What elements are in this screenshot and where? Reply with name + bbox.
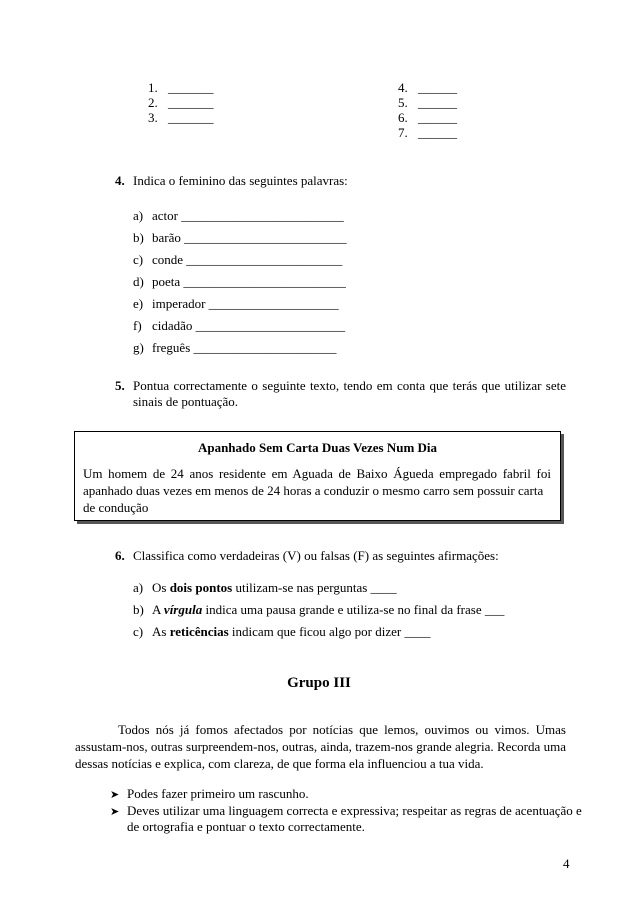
item-letter: e) xyxy=(133,296,144,311)
question-number: 6. xyxy=(115,548,125,563)
paragraph-line: dessas notícias e explica, com clareza, de que forma ela influenciou a tua vida. xyxy=(75,756,484,771)
item-text: barão _________________________ xyxy=(152,230,347,245)
item-letter: b) xyxy=(133,230,144,245)
list-number: 6. xyxy=(398,110,408,125)
question-number: 5. xyxy=(115,378,125,393)
item-letter: c) xyxy=(133,624,144,639)
paragraph-line: Todos nós já fomos afectados por notícias que lemos, ouvimos ou vimos. Umas xyxy=(118,722,566,737)
item-letter: b) xyxy=(133,602,144,617)
list-number: 7. xyxy=(398,125,408,140)
list-number: 5. xyxy=(398,95,408,110)
item-letter: a) xyxy=(133,208,144,223)
blank-line: ______ xyxy=(418,80,457,95)
question-text: Pontua correctamente o seguinte texto, tendo em conta que terás que utilizar sete xyxy=(133,378,566,393)
bullet-text: Podes fazer primeiro um rascunho. xyxy=(127,786,309,801)
statement-text: A vírgula indica uma pausa grande e utiliza-se no final da frase ___ xyxy=(152,602,505,617)
question-number: 4. xyxy=(115,173,125,188)
question-text: Indica o feminino das seguintes palavras: xyxy=(133,173,348,188)
item-text: cidadão _______________________ xyxy=(152,318,346,333)
news-line: Um homem de 24 anos residente em Aguada de Baixo Águeda empregado fabril foi xyxy=(83,466,551,481)
bullet-text: Deves utilizar uma linguagem correcta e expressiva; respeitar as regras de acentuação e xyxy=(127,803,582,818)
item-letter: a) xyxy=(133,580,144,595)
statement-text: Os dois pontos utilizam-se nas perguntas ____ xyxy=(152,580,397,595)
news-line: apanhado duas vezes em menos de 24 horas a conduzir o mesmo carro sem possuir carta xyxy=(83,483,544,498)
section-heading: Grupo III xyxy=(287,675,351,691)
paragraph-line: assustam-nos, outras surpreendem-nos, outras, ainda, trazem-nos grande alegria. Recorda uma xyxy=(75,739,566,754)
list-number: 4. xyxy=(398,80,408,95)
blank-line: _______ xyxy=(168,110,214,125)
item-letter: f) xyxy=(133,318,142,333)
blank-line: ______ xyxy=(418,95,457,110)
item-letter: c) xyxy=(133,252,144,267)
item-letter: d) xyxy=(133,274,144,289)
item-letter: g) xyxy=(133,340,144,355)
list-number: 3. xyxy=(148,110,158,125)
blank-line: ______ xyxy=(418,125,457,140)
item-text: imperador ____________________ xyxy=(152,296,339,311)
item-text: actor _________________________ xyxy=(152,208,344,223)
page-number: 4 xyxy=(563,856,570,871)
blank-line: _______ xyxy=(168,80,214,95)
statement-text: As reticências indicam que ficou algo por dizer ____ xyxy=(152,624,431,639)
item-text: poeta _________________________ xyxy=(152,274,346,289)
blank-line: _______ xyxy=(168,95,214,110)
list-number: 2. xyxy=(148,95,158,110)
item-text: freguês ______________________ xyxy=(152,340,337,355)
question-text: Classifica como verdadeiras (V) ou falsas (F) as seguintes afirmações: xyxy=(133,548,499,563)
arrow-bullet-icon: ➤ xyxy=(110,806,120,818)
news-title: Apanhado Sem Carta Duas Vezes Num Dia xyxy=(197,440,438,455)
question-text: sinais de pontuação. xyxy=(133,394,239,409)
arrow-bullet-icon: ➤ xyxy=(110,789,120,801)
list-number: 1. xyxy=(148,80,158,95)
item-text: conde ________________________ xyxy=(152,252,343,267)
news-line: de condução xyxy=(83,500,149,515)
blank-line: ______ xyxy=(418,110,457,125)
bullet-text: de ortografia e pontuar o texto correctamente. xyxy=(127,819,365,834)
news-text-box xyxy=(74,431,561,521)
